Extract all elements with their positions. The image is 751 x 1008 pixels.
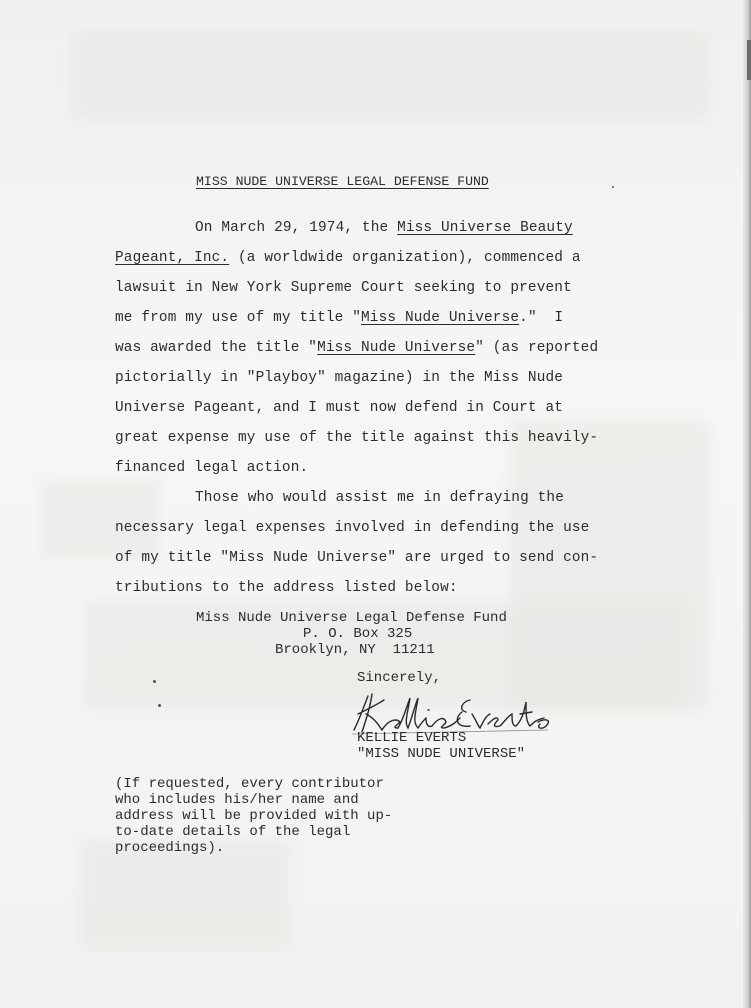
paragraph-1-line	[115, 303, 563, 333]
paragraph-1-line: financed legal action.	[115, 460, 309, 476]
paragraph-1-line	[115, 243, 581, 273]
note-line: address will be provided with up-	[115, 808, 393, 824]
note-line: proceedings).	[115, 840, 225, 856]
note-line: to-date details of the legal	[115, 824, 351, 840]
closing-title: "MISS NUDE UNIVERSE"	[357, 746, 526, 762]
address-name: Miss Nude Universe Legal Defense Fund	[196, 610, 507, 626]
text-run: was awarded the title "	[115, 340, 318, 356]
paragraph-2-line: Those who would assist me in defraying the	[195, 490, 565, 506]
text-run: On March 29, 1974, the	[195, 220, 398, 236]
bleed-through-shadow	[70, 30, 710, 120]
paragraph-1-line: Universe Pageant, and I must now defend in Court at	[115, 400, 564, 416]
text-run: (a worldwide organization), commenced a	[229, 250, 581, 266]
text-run: me from my use of my title "	[115, 310, 362, 326]
address-city: Brooklyn, NY 11211	[275, 642, 435, 658]
paragraph-1-line: lawsuit in New York Supreme Court seeking to prevent	[115, 280, 572, 296]
paragraph-1-line: great expense my use of the title against this heavily-	[115, 430, 599, 446]
text-run: " (as reported	[475, 340, 599, 356]
paragraph-2-line: necessary legal expenses involved in defending the use	[115, 520, 590, 536]
paragraph-2-line: tributions to the address listed below:	[115, 580, 458, 596]
closing-name: KELLIE EVERTS	[357, 730, 467, 746]
signature	[348, 688, 558, 736]
page-edge-tab	[747, 40, 751, 80]
paragraph-2-line: of my title "Miss Nude Universe" are urged to send con-	[115, 550, 599, 566]
text-run: ." I	[519, 310, 564, 326]
closing-salutation: Sincerely,	[357, 670, 442, 686]
note-line: (If requested, every contributor	[115, 776, 384, 792]
ink-speck	[158, 704, 161, 707]
text-run-underlined: Miss Nude Universe	[317, 340, 476, 356]
document-title-text: MISS NUDE UNIVERSE LEGAL DEFENSE FUND	[196, 174, 489, 189]
note-line: who includes his/her name and	[115, 792, 359, 808]
paragraph-1-line	[195, 213, 573, 243]
text-run-underlined: Miss Universe Beauty	[397, 220, 573, 236]
page-edge	[743, 0, 751, 1008]
address-po-box: P. O. Box 325	[303, 626, 413, 642]
ink-speck	[153, 680, 156, 683]
text-run-underlined: Pageant, Inc.	[115, 250, 230, 266]
document-title	[196, 174, 489, 189]
text-run-underlined: Miss Nude Universe	[361, 310, 520, 326]
paragraph-1-line	[115, 333, 598, 363]
paragraph-1-line: pictorially in "Playboy" magazine) in the Miss Nude	[115, 370, 564, 386]
ink-speck	[612, 186, 614, 188]
